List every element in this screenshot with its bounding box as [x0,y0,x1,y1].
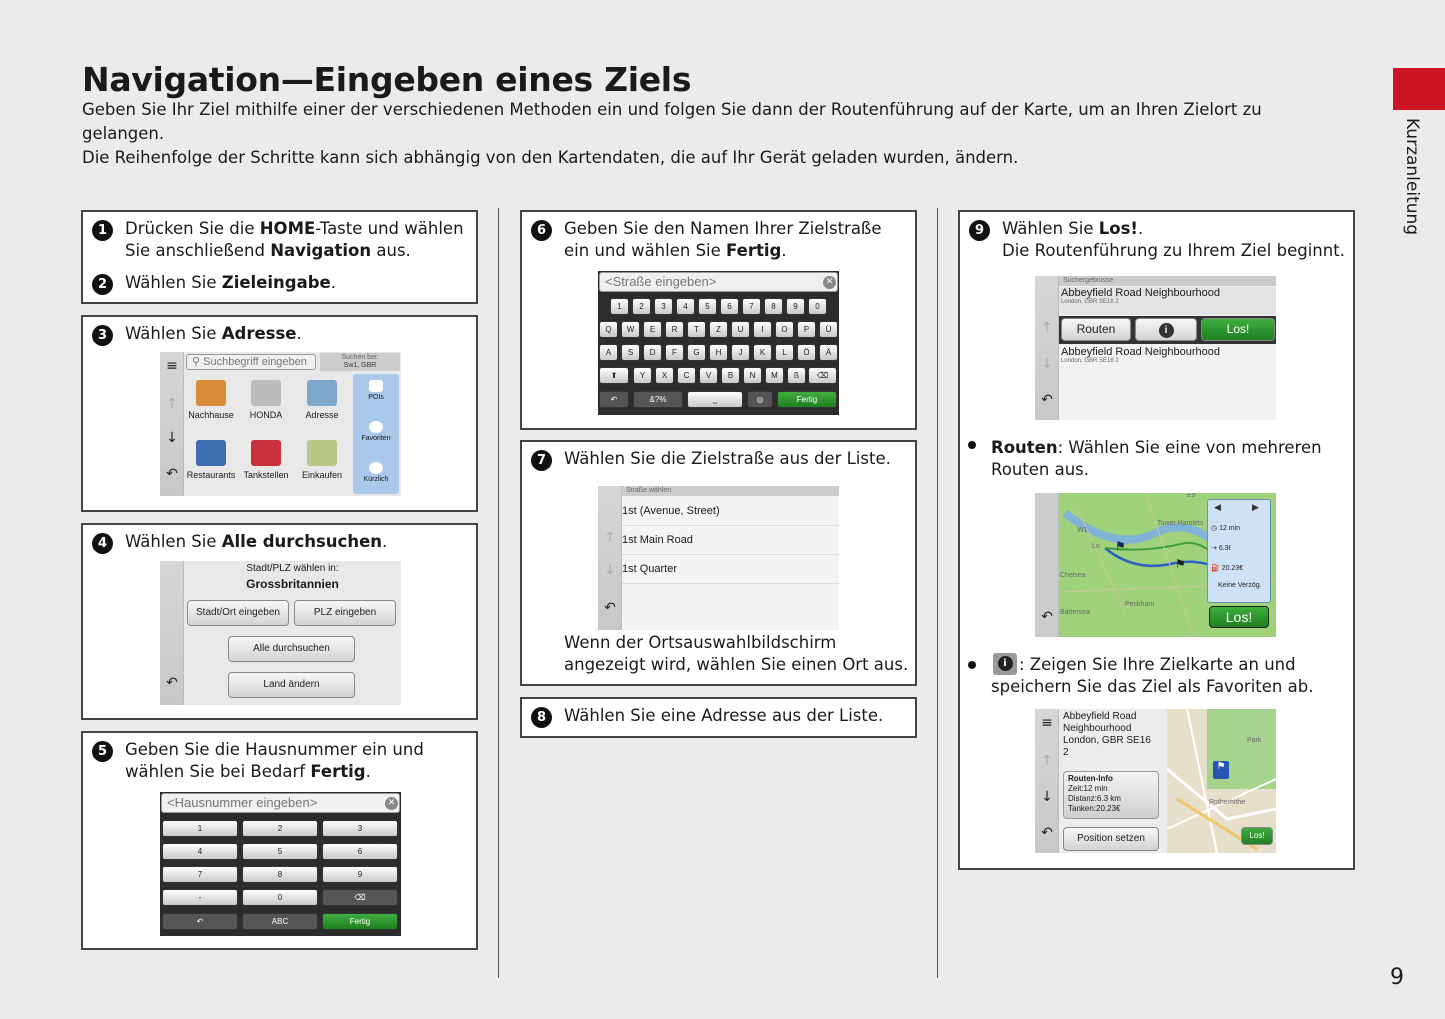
bullet [968,441,976,449]
intro-line-1: Geben Sie Ihr Ziel mithilfe einer der verschiedenen Methoden ein und folgen Sie dann der Routenführung auf der Karte, um an Ihren Zielort zu gelangen. [82,100,1262,143]
step-2-text: Wählen Sie Zieleingabe. [125,273,336,292]
results-header: Suchergebnisse [1059,276,1276,286]
key[interactable]: U [731,321,750,338]
result-item[interactable]: Abbeyfield Road Neighbourhood London, GBR SE16 2 [1061,346,1221,364]
key[interactable]: O [775,321,794,338]
scroll-up-icon[interactable]: ↑ [1041,320,1053,336]
key[interactable]: Z [709,321,728,338]
key[interactable]: T [687,321,706,338]
key[interactable]: - [162,889,238,906]
info-bullet-text: : Zeigen Sie Ihre Zielkarte an und speichern Sie das Ziel als Favoriten ab. [991,655,1314,696]
category-sidebar [353,374,399,494]
route-info-panel [1207,499,1271,603]
prev-route-icon[interactable]: ◀ [1214,502,1221,512]
key[interactable]: C [677,367,696,384]
step-8-text: Wählen Sie eine Adresse aus der Liste. [564,706,884,725]
flag-icon: ⚑ [1115,539,1126,553]
city-select-label: Stadt/PLZ wählen in: [246,563,339,574]
step-7-text: Wählen Sie die Zielstraße aus der Liste. [564,449,891,468]
shopping-bag-icon [307,440,337,466]
key[interactable]: Ä [819,344,838,361]
key[interactable]: 3 [322,820,398,837]
map-label: Tower Hamlets [1157,520,1204,527]
screen-street-keyboard [598,271,839,415]
done-button[interactable]: Fertig [777,391,837,408]
key[interactable]: Ü [819,321,838,338]
key[interactable]: 6 [322,843,398,860]
step-8-box [520,697,917,738]
globe-key[interactable]: ◎ [747,391,773,408]
map-label: Battersea [1060,609,1090,616]
go-button[interactable]: Los! [1201,318,1275,341]
search-all-button[interactable]: Alle durchsuchen [228,636,355,662]
result-item[interactable]: Abbeyfield Road Neighbourhood London, GBR SE16 2 [1059,287,1276,315]
back-icon[interactable]: ↶ [162,913,238,930]
home-category[interactable]: Nachhause [186,380,236,420]
scroll-down-icon[interactable]: ↓ [1041,789,1053,805]
address-icon [307,380,337,406]
route-time: ◷ 12 min [1211,525,1241,532]
destination-address: Abbeyfield Road Neighbourhood London, GBR SE16 2 [1063,711,1151,758]
intro-line-2: Die Reihenfolge der Schritte kann sich abhängig von den Kartendaten, die auf Ihr Gerät geladen wurden, ändern. [82,148,1019,167]
key[interactable]: 2 [632,298,651,315]
scroll-up-icon[interactable]: ↑ [604,530,616,546]
bullet [968,661,976,669]
key[interactable]: Ö [797,344,816,361]
step-number: 3 [92,325,113,346]
shopping-category[interactable]: Einkaufen [297,440,347,480]
step-number: 7 [531,450,552,471]
honda-icon [251,380,281,406]
house-number-input[interactable]: <Hausnummer eingeben> [161,793,400,813]
menu-icon[interactable]: ≡ [166,358,178,374]
step-number: 4 [92,533,113,554]
back-icon[interactable]: ↶ [1041,392,1053,408]
page-title: Navigation—Eingeben eines Ziels [82,60,692,99]
step-1-text: Drücken Sie die HOME-Taste und wählen Sie anschließend Navigation aus. [125,219,464,260]
fork-knife-icon [196,440,226,466]
clock-icon [369,462,383,474]
key[interactable]: E [643,321,662,338]
screen-route-map [1035,493,1276,637]
set-position-button[interactable]: Position setzen [1063,827,1159,851]
key[interactable]: ß [787,367,806,384]
key[interactable]: P [797,321,816,338]
menu-icon[interactable]: ≡ [1041,715,1053,731]
go-button[interactable]: Los! [1209,606,1269,628]
screen-sidebar [1035,493,1059,637]
key[interactable]: G [687,344,706,361]
scroll-down-icon[interactable]: ↓ [604,562,616,578]
step-6-box [520,210,917,430]
key[interactable]: 5 [242,843,318,860]
search-near-button[interactable]: Suchen bei: Sw1, GBR [320,353,400,371]
step-number: 9 [969,220,990,241]
key[interactable]: J [731,344,750,361]
destination-map [1167,709,1276,853]
screen-sidebar [160,352,184,496]
key[interactable]: N [743,367,762,384]
search-input[interactable]: ⚲ Suchbegriff eingeben [186,354,316,370]
step-9-text: Wählen Sie Los!. Die Routenführung zu Ihrem Ziel beginnt. [1002,219,1345,260]
pois-button[interactable]: POIs [353,380,399,401]
key[interactable]: 0 [808,298,827,315]
back-icon[interactable]: ↶ [166,466,178,482]
key[interactable]: X [655,367,674,384]
heart-icon [369,421,383,433]
route-cost: ⛽ 20.23€ [1211,565,1244,572]
step-number: 2 [92,274,113,295]
key[interactable]: 9 [786,298,805,315]
key[interactable]: R [665,321,684,338]
restaurants-category[interactable]: Restaurants [186,440,236,480]
country-name: Grossbritannien [246,577,339,591]
step-4-box [81,523,478,720]
screen-sidebar [598,486,622,630]
key[interactable]: F [665,344,684,361]
key[interactable]: 5 [698,298,717,315]
step-number: 6 [531,220,552,241]
section-tab-label: Kurzanleitung [1402,118,1422,236]
back-icon[interactable]: ↶ [1041,825,1053,841]
fuel-pump-icon [251,440,281,466]
route-delay: Keine Verzög. [1218,582,1262,589]
map-label: Chelsea [1060,572,1086,579]
map-label: W1 [1077,527,1088,534]
search-icon: ⚲ [192,356,201,368]
list-item[interactable]: 1st (Avenue, Street) [622,497,839,526]
back-icon[interactable]: ↶ [604,600,616,616]
back-icon[interactable]: ↶ [166,675,178,691]
next-route-icon[interactable]: ▶ [1252,502,1259,512]
key[interactable]: I [753,321,772,338]
info-button[interactable] [1135,318,1197,341]
done-button[interactable]: Fertig [322,913,398,930]
step-1-2-box [81,210,478,304]
key[interactable]: 7 [162,866,238,883]
destination-flag-icon: ⚑ [1175,557,1186,571]
list-item[interactable]: 1st Quarter [622,555,839,584]
honda-category[interactable]: HONDA [241,380,291,420]
step-number: 5 [92,741,113,762]
map-label: E9 [1187,493,1196,499]
back-icon[interactable]: ↶ [1041,609,1053,625]
map-label: Park [1247,737,1262,744]
house-icon [196,380,226,406]
screen-destination-info [1035,709,1276,853]
key[interactable]: W [621,321,640,338]
enter-zip-button[interactable]: PLZ eingeben [294,600,396,626]
page-number: 9 [1390,965,1404,990]
key[interactable]: M [765,367,784,384]
back-key[interactable]: ↶ [599,391,629,408]
fuel-category[interactable]: Tankstellen [241,440,291,480]
scroll-up-icon[interactable]: ↑ [166,396,178,412]
column-divider [937,208,938,978]
map-label: Lo [1092,543,1100,550]
key[interactable]: L [775,344,794,361]
routes-button[interactable]: Routen [1061,318,1131,341]
step-7-box [520,440,917,686]
clear-icon[interactable]: ✕ [823,276,836,289]
key[interactable]: B [721,367,740,384]
step-6-text: Geben Sie den Namen Ihrer Zielstraße ein und wählen Sie Fertig. [564,219,882,260]
routes-bullet-text: Routen: Wählen Sie eine von mehreren Routen aus. [991,438,1322,479]
shift-key[interactable]: ⬆ [599,367,629,384]
info-icon: i [998,656,1013,671]
address-category[interactable]: Adresse [297,380,347,420]
key[interactable]: D [643,344,662,361]
list-item[interactable]: 1st Main Road [622,526,839,555]
key[interactable]: V [699,367,718,384]
change-country-button[interactable]: Land ändern [228,672,355,698]
key[interactable]: S [621,344,640,361]
key[interactable]: 2 [242,820,318,837]
map-label: Peckham [1125,601,1155,608]
key[interactable]: 6 [720,298,739,315]
route-info-card[interactable]: Routen-Info Zeit:12 min Distanz:6.3 km Tanken:20.23€ [1063,771,1159,819]
screen-sidebar [1035,276,1059,420]
key[interactable]: 9 [322,866,398,883]
abc-key[interactable]: ABC [242,913,318,930]
intro-text [82,98,1342,170]
step-4-text: Wählen Sie Alle durchsuchen. [125,532,388,551]
step-5-box [81,731,478,950]
screen-where-to [160,352,401,496]
symbols-key[interactable]: &?% [633,391,683,408]
info-icon: i [1159,323,1174,338]
result-action-bar [1059,316,1276,344]
key[interactable]: H [709,344,728,361]
section-tab-marker [1393,68,1445,110]
key[interactable]: 4 [676,298,695,315]
scroll-down-icon[interactable]: ↓ [1041,356,1053,372]
screen-sidebar [1035,709,1059,853]
step-5-text: Geben Sie die Hausnummer ein und wählen Sie bei Bedarf Fertig. [125,740,424,781]
scroll-down-icon[interactable]: ↓ [166,430,178,446]
step-3-box [81,315,478,512]
key[interactable]: 8 [764,298,783,315]
screen-city-select [160,561,401,705]
key[interactable]: Q [599,321,618,338]
step-number: 8 [531,707,552,728]
key[interactable]: 1 [610,298,629,315]
destination-flag-icon: ⚑ [1213,761,1229,779]
key[interactable]: 8 [242,866,318,883]
step-number: 1 [92,220,113,241]
scroll-up-icon[interactable]: ↑ [1041,753,1053,769]
space-key[interactable]: ⎵ [687,391,743,408]
step-7-note: Wenn der Ortsauswahlbildschirm angezeigt wird, wählen Sie einen Ort aus. [564,633,909,674]
key[interactable]: 1 [162,820,238,837]
key[interactable]: 0 [242,889,318,906]
route-distance: ⇢ 6.3ℓ [1211,545,1231,552]
key[interactable]: K [753,344,772,361]
step-9-box [958,210,1355,870]
key[interactable]: A [599,344,618,361]
key[interactable]: 7 [742,298,761,315]
favorites-button[interactable]: Favoriten [353,421,399,442]
backspace-key[interactable]: ⌫ [808,367,837,384]
step-3-text: Wählen Sie Adresse. [125,324,302,343]
recent-button[interactable]: Kürzlich [353,462,399,483]
list-header: Straße wählen [622,486,839,496]
clear-icon[interactable]: ✕ [385,797,398,810]
poi-icon [369,380,383,392]
backspace-icon[interactable]: ⌫ [322,889,398,906]
street-input[interactable]: <Straße eingeben> [599,272,838,292]
go-button[interactable]: Los! [1241,827,1273,845]
column-divider [498,208,499,978]
screen-search-results [1035,276,1276,420]
key[interactable]: 3 [654,298,673,315]
screen-street-list [598,486,839,630]
key[interactable]: 4 [162,843,238,860]
screen-sidebar [160,561,184,705]
map-label: Rotherhithe [1209,799,1246,806]
key[interactable]: Y [633,367,652,384]
screen-house-number [160,792,401,936]
enter-city-button[interactable]: Stadt/Ort eingeben [187,600,289,626]
